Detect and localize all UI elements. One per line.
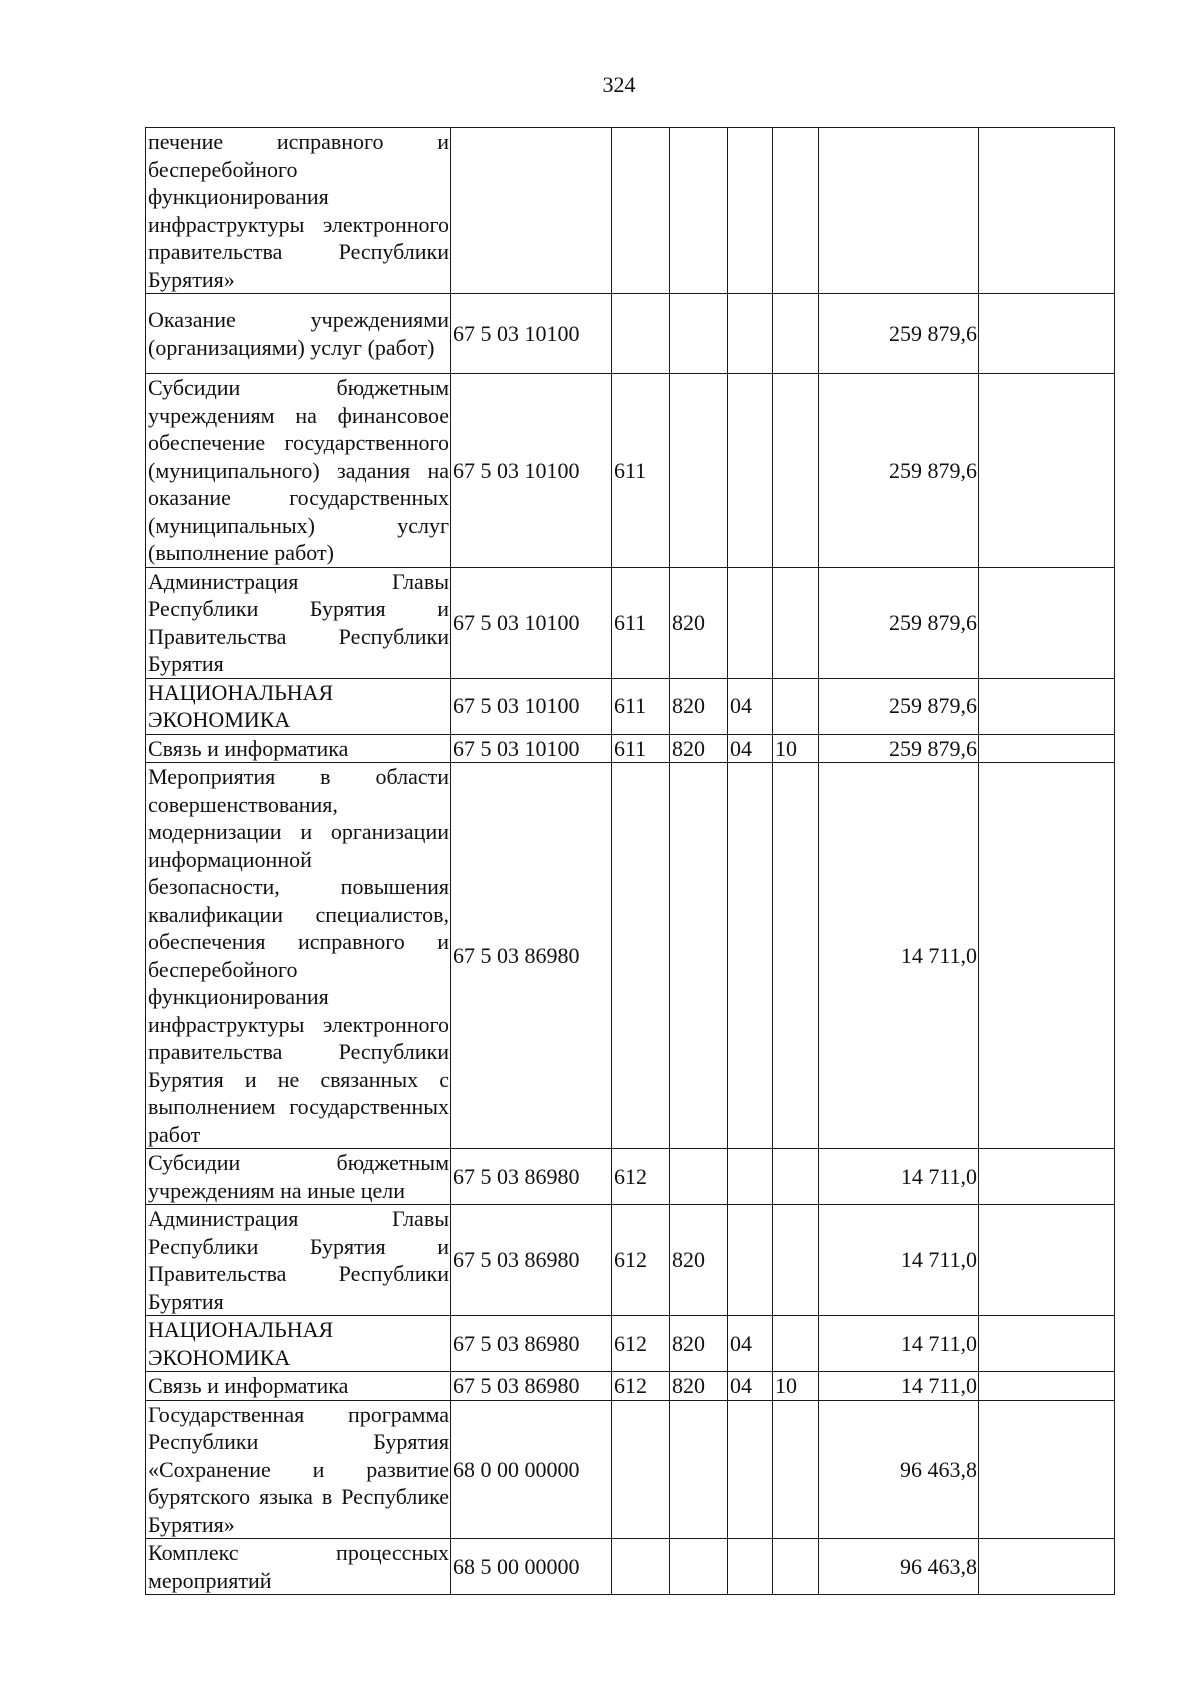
- expense-type-cell: 611: [612, 374, 670, 568]
- budget-table: [145, 127, 1115, 1595]
- section-code-cell: [728, 128, 773, 294]
- expense-type-cell: 612: [612, 1316, 670, 1372]
- amount-cell: 14 711,0: [819, 1205, 979, 1316]
- section-code-cell: [728, 1539, 773, 1595]
- target-code-cell: 68 5 00 00000: [451, 1539, 612, 1595]
- page-number: 324: [602, 72, 636, 97]
- amount-cell: 259 879,6: [819, 678, 979, 734]
- section-code-cell: [728, 1205, 773, 1316]
- amount-cell: 259 879,6: [819, 734, 979, 763]
- administrator-code-cell: [670, 374, 728, 568]
- subsection-code-cell: [773, 567, 819, 678]
- table-row: [146, 567, 1115, 678]
- expense-type-cell: 611: [612, 567, 670, 678]
- target-code-cell: 67 5 03 10100: [451, 734, 612, 763]
- table-row: [146, 1149, 1115, 1205]
- section-code-cell: 04: [728, 1316, 773, 1372]
- expense-type-cell: [612, 1539, 670, 1595]
- section-code-cell: [728, 294, 773, 374]
- row-name-cell: Мероприятия в области совершенствования, модернизации и организации информационной безопасности, повышения квалификации специалистов, обеспечения исправного и бесперебойного функционирования инфраструктуры электронного правительства Республики Бурятия и не связанных с выполнением государственных работ: [146, 763, 451, 1149]
- expense-type-cell: 611: [612, 678, 670, 734]
- expense-type-cell: 612: [612, 1372, 670, 1401]
- extra-cell: [979, 763, 1115, 1149]
- extra-cell: [979, 734, 1115, 763]
- administrator-code-cell: [670, 763, 728, 1149]
- target-code-cell: 67 5 03 10100: [451, 567, 612, 678]
- target-code-cell: 67 5 03 86980: [451, 1316, 612, 1372]
- row-name-cell: Государственная программа Республики Бурятия «Сохранение и развитие бурятского языка в Республике Бурятия»: [146, 1400, 451, 1539]
- amount-cell: 259 879,6: [819, 567, 979, 678]
- expense-type-cell: 612: [612, 1149, 670, 1205]
- table-row: [146, 1400, 1115, 1539]
- administrator-code-cell: 820: [670, 1205, 728, 1316]
- extra-cell: [979, 1372, 1115, 1401]
- table-row: [146, 734, 1115, 763]
- section-code-cell: [728, 763, 773, 1149]
- target-code-cell: [451, 128, 612, 294]
- subsection-code-cell: [773, 1400, 819, 1539]
- row-name-cell: Субсидии бюджетным учреждениям на финансовое обеспечение государственного (муниципального) задания на оказание государственных (муниципальных) услуг (выполнение работ): [146, 374, 451, 568]
- extra-cell: [979, 128, 1115, 294]
- amount-cell: 96 463,8: [819, 1400, 979, 1539]
- row-name-cell: Субсидии бюджетным учреждениям на иные цели: [146, 1149, 451, 1205]
- row-name-cell: Администрация Главы Республики Бурятия и Правительства Республики Бурятия: [146, 567, 451, 678]
- extra-cell: [979, 294, 1115, 374]
- expense-type-cell: 611: [612, 734, 670, 763]
- table-row: [146, 678, 1115, 734]
- target-code-cell: 67 5 03 86980: [451, 1205, 612, 1316]
- extra-cell: [979, 1316, 1115, 1372]
- table-row: [146, 1316, 1115, 1372]
- section-code-cell: [728, 1149, 773, 1205]
- subsection-code-cell: [773, 294, 819, 374]
- extra-cell: [979, 1539, 1115, 1595]
- row-name-cell: Оказание учреждениями (организациями) услуг (работ): [146, 294, 451, 374]
- expense-type-cell: [612, 1400, 670, 1539]
- expense-type-cell: 612: [612, 1205, 670, 1316]
- table-body: [146, 128, 1115, 1595]
- subsection-code-cell: [773, 1316, 819, 1372]
- target-code-cell: 67 5 03 10100: [451, 294, 612, 374]
- administrator-code-cell: 820: [670, 734, 728, 763]
- extra-cell: [979, 1149, 1115, 1205]
- administrator-code-cell: [670, 294, 728, 374]
- row-name-cell: Связь и информатика: [146, 1372, 451, 1401]
- table-row: [146, 1539, 1115, 1595]
- extra-cell: [979, 1400, 1115, 1539]
- amount-cell: 259 879,6: [819, 374, 979, 568]
- administrator-code-cell: 820: [670, 1316, 728, 1372]
- subsection-code-cell: [773, 1205, 819, 1316]
- subsection-code-cell: 10: [773, 734, 819, 763]
- subsection-code-cell: [773, 678, 819, 734]
- table-row: [146, 374, 1115, 568]
- table-row: [146, 294, 1115, 374]
- amount-cell: 14 711,0: [819, 763, 979, 1149]
- row-name-cell: НАЦИОНАЛЬНАЯ ЭКОНОМИКА: [146, 678, 451, 734]
- target-code-cell: 67 5 03 86980: [451, 1149, 612, 1205]
- table-row: [146, 1205, 1115, 1316]
- extra-cell: [979, 567, 1115, 678]
- section-code-cell: 04: [728, 678, 773, 734]
- expense-type-cell: [612, 763, 670, 1149]
- target-code-cell: 67 5 03 10100: [451, 678, 612, 734]
- expense-type-cell: [612, 294, 670, 374]
- target-code-cell: 68 0 00 00000: [451, 1400, 612, 1539]
- administrator-code-cell: [670, 1400, 728, 1539]
- extra-cell: [979, 678, 1115, 734]
- amount-cell: 14 711,0: [819, 1149, 979, 1205]
- target-code-cell: 67 5 03 86980: [451, 1372, 612, 1401]
- amount-cell: 96 463,8: [819, 1539, 979, 1595]
- subsection-code-cell: [773, 1539, 819, 1595]
- target-code-cell: 67 5 03 86980: [451, 763, 612, 1149]
- target-code-cell: 67 5 03 10100: [451, 374, 612, 568]
- administrator-code-cell: [670, 1149, 728, 1205]
- administrator-code-cell: 820: [670, 678, 728, 734]
- administrator-code-cell: [670, 1539, 728, 1595]
- table-row: [146, 1372, 1115, 1401]
- administrator-code-cell: 820: [670, 567, 728, 678]
- amount-cell: 14 711,0: [819, 1316, 979, 1372]
- section-code-cell: [728, 567, 773, 678]
- section-code-cell: 04: [728, 1372, 773, 1401]
- subsection-code-cell: [773, 128, 819, 294]
- section-code-cell: [728, 374, 773, 568]
- extra-cell: [979, 374, 1115, 568]
- expense-type-cell: [612, 128, 670, 294]
- administrator-code-cell: 820: [670, 1372, 728, 1401]
- table-row: [146, 128, 1115, 294]
- amount-cell: [819, 128, 979, 294]
- row-name-cell: Комплекс процессных мероприятий: [146, 1539, 451, 1595]
- subsection-code-cell: [773, 374, 819, 568]
- subsection-code-cell: [773, 1149, 819, 1205]
- table-row: [146, 763, 1115, 1149]
- row-name-cell: НАЦИОНАЛЬНАЯ ЭКОНОМИКА: [146, 1316, 451, 1372]
- administrator-code-cell: [670, 128, 728, 294]
- section-code-cell: 04: [728, 734, 773, 763]
- row-name-cell: Администрация Главы Республики Бурятия и Правительства Республики Бурятия: [146, 1205, 451, 1316]
- row-name-cell: Связь и информатика: [146, 734, 451, 763]
- section-code-cell: [728, 1400, 773, 1539]
- subsection-code-cell: 10: [773, 1372, 819, 1401]
- extra-cell: [979, 1205, 1115, 1316]
- amount-cell: 259 879,6: [819, 294, 979, 374]
- amount-cell: 14 711,0: [819, 1372, 979, 1401]
- row-name-cell: печение исправного и бесперебойного функционирования инфраструктуры электронного правительства Республики Бурятия»: [146, 128, 451, 294]
- subsection-code-cell: [773, 763, 819, 1149]
